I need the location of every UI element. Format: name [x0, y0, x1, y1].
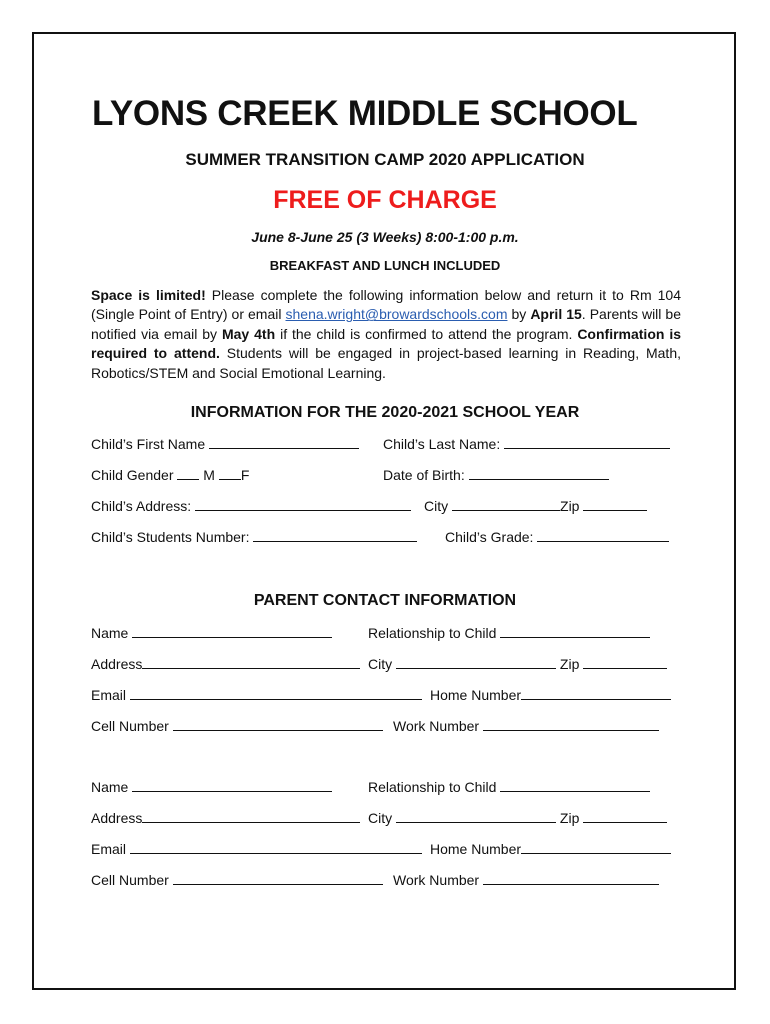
gender-f-label: F — [240, 467, 250, 483]
parent-section-heading: PARENT CONTACT INFORMATION — [253, 592, 517, 609]
intro-text-1: Please complete the following information below and return it to Rm 104 (Single Point of Entry) or email — [91, 287, 681, 323]
child-city-input[interactable] — [452, 498, 560, 511]
parent1-work-label: Work Number — [393, 718, 480, 734]
parent1-relationship-field — [368, 625, 650, 641]
intro-text-4: if the child is confirmed to attend the program. — [275, 325, 578, 342]
parent1-cell-label: Cell Number — [91, 718, 169, 734]
parent2-address-label: Address — [91, 810, 143, 826]
child-city-field — [424, 498, 647, 514]
parent2-cell-field — [91, 872, 383, 888]
parent1-email-field — [91, 687, 422, 703]
parent2-home-field — [430, 841, 671, 857]
child-address-label: Child’s Address: — [91, 498, 192, 514]
dob-field — [383, 467, 609, 483]
first-name-label: Child’s First Name — [91, 436, 206, 452]
parent1-email-label: Email — [91, 687, 127, 703]
intro-text-3: . Parents will be notified via email by — [91, 306, 681, 342]
student-section-heading: INFORMATION FOR THE 2020-2021 SCHOOL YEAR — [190, 404, 580, 421]
parent1-city-input[interactable] — [396, 656, 556, 669]
parent2-zip-input[interactable] — [583, 810, 667, 823]
grade-field — [445, 529, 669, 545]
intro-text-5: Students will be engaged in project-based learning in Reading, Math, Robotics/STEM and Social Emotional Learning. — [91, 345, 681, 381]
parent1-work-field — [393, 718, 659, 734]
parent1-relationship-label: Relationship to Child — [368, 625, 497, 641]
parent1-relationship-input[interactable] — [500, 625, 650, 638]
parent2-relationship-input[interactable] — [500, 779, 650, 792]
gender-m-input[interactable] — [177, 467, 199, 480]
notify-date: May 4th — [221, 325, 276, 342]
parent2-name-field — [91, 779, 332, 795]
parent2-work-field — [393, 872, 659, 888]
meals-note: BREAKFAST AND LUNCH INCLUDED — [269, 258, 501, 273]
parent1-home-input[interactable] — [521, 687, 671, 700]
parent1-name-input[interactable] — [132, 625, 332, 638]
gender-field — [91, 467, 249, 483]
parent2-city-label: City — [368, 810, 393, 826]
parent2-email-field — [91, 841, 422, 857]
parent1-work-input[interactable] — [483, 718, 659, 731]
parent1-address-input[interactable] — [142, 656, 360, 669]
parent2-name-input[interactable] — [132, 779, 332, 792]
parent1-email-input[interactable] — [130, 687, 422, 700]
student-number-field — [91, 529, 417, 545]
parent1-name-field — [91, 625, 332, 641]
grade-label: Child’s Grade: — [445, 529, 534, 545]
gender-label: Child Gender — [91, 467, 174, 483]
free-of-charge-banner: FREE OF CHARGE — [273, 186, 497, 214]
parent2-relationship-label: Relationship to Child — [368, 779, 497, 795]
school-title: LYONS CREEK MIDDLE SCHOOL — [92, 94, 638, 133]
parent1-home-label: Home Number — [430, 687, 522, 703]
grade-input[interactable] — [537, 529, 669, 542]
parent2-home-label: Home Number — [430, 841, 522, 857]
parent1-city-field — [368, 656, 667, 672]
parent2-zip-label: Zip — [559, 810, 580, 826]
parent1-address-field — [91, 656, 360, 672]
parent2-address-field — [91, 810, 360, 826]
parent2-cell-label: Cell Number — [91, 872, 169, 888]
parent2-work-input[interactable] — [483, 872, 659, 885]
parent1-address-label: Address — [91, 656, 143, 672]
confirmation-required-text: Confirmation is required to attend. — [91, 325, 682, 362]
parent2-work-label: Work Number — [393, 872, 480, 888]
gender-m-label: M — [203, 467, 215, 483]
child-address-field — [91, 498, 411, 514]
parent2-address-input[interactable] — [142, 810, 360, 823]
dob-input[interactable] — [469, 467, 609, 480]
parent1-cell-input[interactable] — [173, 718, 383, 731]
child-zip-label: Zip — [560, 498, 580, 514]
contact-email-link[interactable]: shena.wright@browardschools.com — [285, 306, 508, 323]
parent2-email-label: Email — [91, 841, 127, 857]
parent1-zip-input[interactable] — [583, 656, 667, 669]
parent1-zip-label: Zip — [559, 656, 580, 672]
parent2-home-input[interactable] — [521, 841, 671, 854]
parent1-home-field — [430, 687, 671, 703]
child-zip-input[interactable] — [583, 498, 647, 511]
child-address-input[interactable] — [195, 498, 411, 511]
parent1-name-label: Name — [91, 625, 129, 641]
child-city-label: City — [424, 498, 449, 514]
last-name-field — [383, 436, 670, 452]
dob-label: Date of Birth: — [383, 467, 465, 483]
parent1-city-label: City — [368, 656, 393, 672]
last-name-label: Child’s Last Name: — [383, 436, 501, 452]
deadline-date: April 15 — [530, 306, 582, 323]
application-subtitle: SUMMER TRANSITION CAMP 2020 APPLICATION — [185, 150, 585, 169]
parent2-city-input[interactable] — [396, 810, 556, 823]
last-name-input[interactable] — [504, 436, 670, 449]
intro-paragraph — [91, 286, 681, 383]
parent2-cell-input[interactable] — [173, 872, 383, 885]
parent2-name-label: Name — [91, 779, 129, 795]
parent2-email-input[interactable] — [130, 841, 422, 854]
parent2-city-field — [368, 810, 667, 826]
space-limited-text: Space is limited! — [91, 287, 206, 303]
parent1-cell-field — [91, 718, 383, 734]
student-number-label: Child’s Students Number: — [91, 529, 250, 545]
student-number-input[interactable] — [253, 529, 417, 542]
parent2-relationship-field — [368, 779, 650, 795]
gender-f-input[interactable] — [219, 467, 241, 480]
camp-dates: June 8-June 25 (3 Weeks) 8:00-1:00 p.m. — [251, 229, 519, 245]
intro-text-2: by — [507, 306, 531, 323]
first-name-input[interactable] — [209, 436, 359, 449]
first-name-field — [91, 436, 359, 452]
